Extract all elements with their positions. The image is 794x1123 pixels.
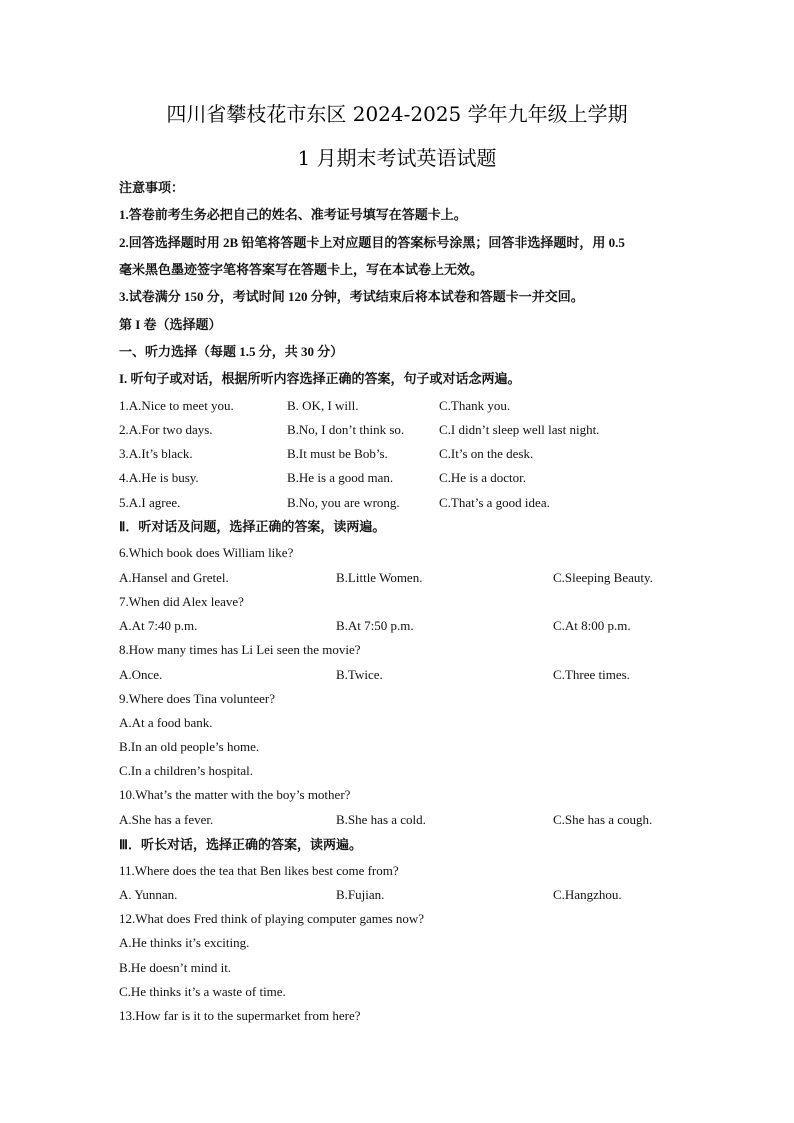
q3-option-a: 3.A.It’s black.: [119, 446, 193, 461]
section-2-heading: Ⅱ．听对话及问题，选择正确的答案，读两遍。: [119, 519, 386, 534]
q11-option-c: C.Hangzhou.: [553, 887, 622, 902]
q8-option-c: C.Three times.: [553, 667, 630, 682]
q6-stem: 6.Which book does William like?: [119, 545, 294, 560]
note-2a: 2.回答选择题时用 2B 铅笔将答题卡上对应题目的答案标号涂黑；回答非选择题时，用 0.5: [119, 235, 625, 250]
q12-option-c: C.He thinks it’s a waste of time.: [119, 984, 286, 999]
q6-option-a: A.Hansel and Gretel.: [119, 570, 229, 585]
note-1: 1.答卷前考生务必把自己的姓名、准考证号填写在答题卡上。: [119, 207, 467, 222]
q11-option-a: A. Yunnan.: [119, 887, 178, 902]
q1-option-a: 1.A.Nice to meet you.: [119, 398, 234, 413]
note-3: 3.试卷满分 150 分，考试时间 120 分钟，考试结束后将本试卷和答题卡一并交回。: [119, 289, 584, 304]
q3-option-b: B.It must be Bob’s.: [287, 446, 388, 461]
note-2b: 毫米黑色墨迹签字笔将答案写在答题卡上，写在本试卷上无效。: [119, 262, 484, 277]
q5-option-a: 5.A.I agree.: [119, 495, 181, 510]
q4-option-b: B.He is a good man.: [287, 470, 394, 485]
q7-option-a: A.At 7:40 p.m.: [119, 618, 198, 633]
q9-stem: 9.Where does Tina volunteer?: [119, 691, 275, 706]
q8-option-b: B.Twice.: [336, 667, 383, 682]
q2-option-b: B.No, I don’t think so.: [287, 422, 405, 437]
q10-stem: 10.What’s the matter with the boy’s mother?: [119, 787, 351, 802]
section-1-heading: I. 听句子或对话，根据所听内容选择正确的答案，句子或对话念两遍。: [119, 371, 521, 386]
q1-option-c: C.Thank you.: [439, 398, 511, 413]
q7-option-b: B.At 7:50 p.m.: [336, 618, 414, 633]
q9-option-b: B.In an old people’s home.: [119, 739, 260, 754]
q9-option-a: A.At a food bank.: [119, 715, 213, 730]
part1-heading: 第 I 卷（选择题）: [119, 317, 222, 332]
q3-option-c: C.It’s on the desk.: [439, 446, 534, 461]
q2-option-a: 2.A.For two days.: [119, 422, 213, 437]
q12-option-b: B.He doesn’t mind it.: [119, 960, 232, 975]
q10-option-b: B.She has a cold.: [336, 812, 426, 827]
q5-option-b: B.No, you are wrong.: [287, 495, 400, 510]
listening-heading: 一、听力选择（每题 1.5 分，共 30 分）: [119, 344, 344, 359]
q9-option-c: C.In a children’s hospital.: [119, 763, 253, 778]
q8-stem: 8.How many times has Li Lei seen the movie?: [119, 642, 361, 657]
q8-option-a: A.Once.: [119, 667, 163, 682]
notes-heading: 注意事项：: [119, 180, 185, 195]
q4-option-c: C.He is a doctor.: [439, 470, 527, 485]
q2-option-c: C.I didn’t sleep well last night.: [439, 422, 600, 437]
q6-option-b: B.Little Women.: [336, 570, 423, 585]
q1-option-b: B. OK, I will.: [287, 398, 359, 413]
q5-option-c: C.That’s a good idea.: [439, 495, 550, 510]
q7-stem: 7.When did Alex leave?: [119, 594, 244, 609]
q11-option-b: B.Fujian.: [336, 887, 385, 902]
q6-option-c: C.Sleeping Beauty.: [553, 570, 653, 585]
q13-stem: 13.How far is it to the supermarket from here?: [119, 1008, 361, 1023]
section-3-heading: Ⅲ．听长对话，选择正确的答案，读两遍。: [119, 837, 362, 852]
q12-stem: 12.What does Fred think of playing computer games now?: [119, 911, 425, 926]
exam-title-line1: 四川省攀枝花市东区 2024-2025 学年九年级上学期: [166, 102, 628, 126]
q10-option-c: C.She has a cough.: [553, 812, 653, 827]
q7-option-c: C.At 8:00 p.m.: [553, 618, 631, 633]
q11-stem: 11.Where does the tea that Ben likes best come from?: [119, 863, 399, 878]
q4-option-a: 4.A.He is busy.: [119, 470, 199, 485]
exam-title-line2: 1 月期末考试英语试题: [297, 146, 497, 170]
q12-option-a: A.He thinks it’s exciting.: [119, 935, 250, 950]
q10-option-a: A.She has a fever.: [119, 812, 214, 827]
